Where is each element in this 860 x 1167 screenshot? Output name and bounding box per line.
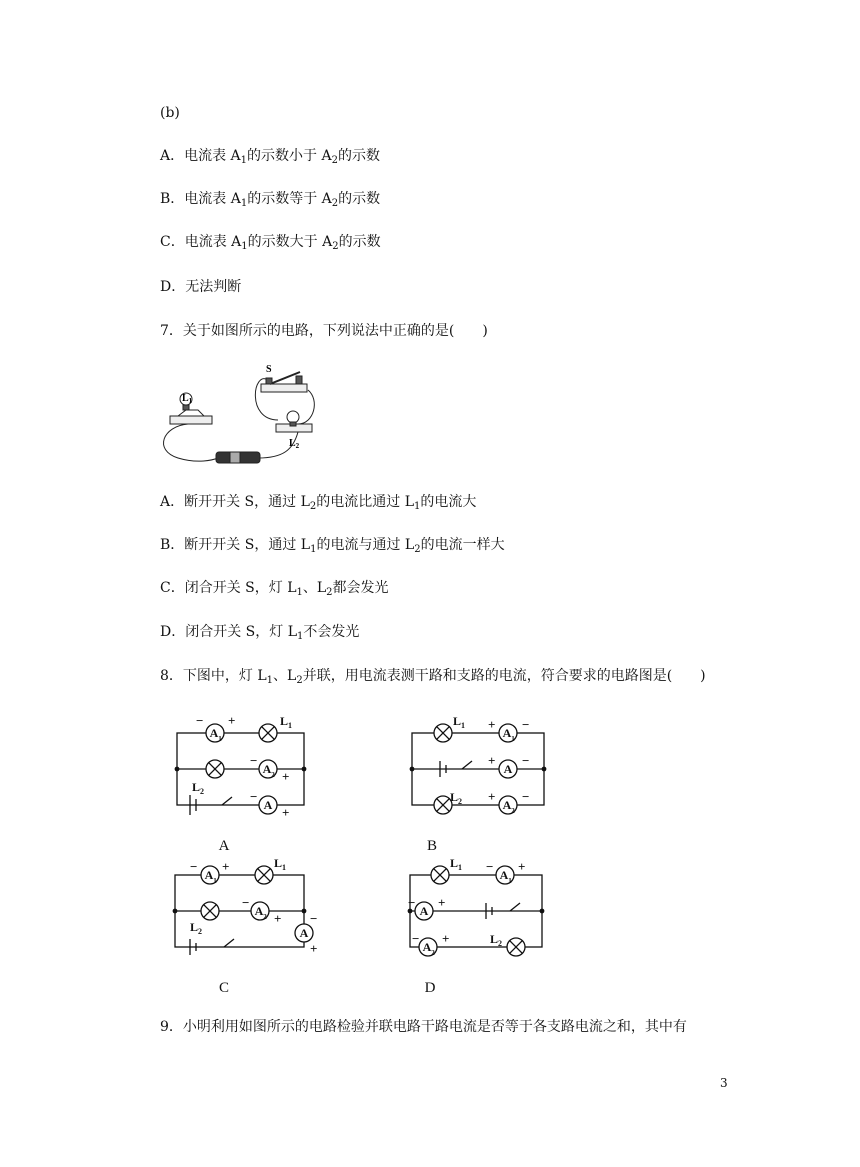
- svg-text:−: −: [250, 789, 258, 804]
- svg-text:L2: $L_2$: [190, 920, 203, 936]
- svg-text:A: A: [503, 762, 513, 776]
- svg-text:2: 2: [271, 771, 275, 779]
- svg-text:+: +: [228, 713, 236, 728]
- svg-text:−: −: [522, 789, 530, 804]
- caption-a: A: [218, 838, 230, 854]
- svg-text:L2: $L_2$: [192, 780, 205, 796]
- q7-option-a: A．断开开关 S，通过 $L_2$的电流比通过 $L_1$的电流大: [160, 494, 477, 512]
- svg-text:A: A: [502, 798, 512, 812]
- svg-text:+: +: [488, 717, 496, 732]
- svg-text:L1: $L_1$: [274, 856, 287, 872]
- svg-text:−: −: [250, 753, 258, 768]
- svg-text:L1: $L_1$: [450, 856, 463, 872]
- svg-text:A: A: [263, 798, 273, 812]
- svg-text:+: +: [442, 931, 450, 946]
- svg-text:−: −: [310, 911, 318, 926]
- svg-text:+: +: [488, 789, 496, 804]
- svg-text:−: −: [522, 753, 530, 768]
- svg-text:A: A: [419, 904, 429, 918]
- caption-d: D: [424, 980, 436, 996]
- svg-text:−: −: [242, 895, 250, 910]
- svg-text:+: +: [438, 895, 446, 910]
- question-8: 8．下图中，灯 $L_1$、$L_2$并联，用电流表测干路和支路的电流，符合要求的电路图是( ): [160, 668, 706, 686]
- question-7: 7．关于如图所示的电路，下列说法中正确的是( ): [160, 323, 488, 339]
- svg-text:+: +: [282, 769, 290, 784]
- svg-text:1: 1: [213, 877, 217, 885]
- svg-text:−: −: [522, 717, 530, 732]
- svg-text:+: +: [518, 859, 526, 874]
- svg-text:A: A: [499, 868, 509, 882]
- svg-text:−: −: [190, 859, 198, 874]
- q7-option-c: C．闭合开关 S，灯 $L_1$、$L_2$都会发光: [160, 580, 389, 598]
- q7-option-d: D．闭合开关 S，灯 $L_1$不会发光: [160, 624, 360, 642]
- svg-text:L1: $L_1$: [453, 714, 466, 730]
- svg-text:A: A: [209, 726, 219, 740]
- svg-text:L1: $L_1$: [280, 714, 293, 730]
- svg-text:1: 1: [508, 877, 512, 885]
- svg-text:2: 2: [263, 913, 267, 921]
- svg-text:2: 2: [511, 807, 515, 815]
- q6-option-c: C．电流表 $A_1$的示数大于 $A_2$的示数: [160, 234, 381, 252]
- q7-lamp1-label: $L_1$: [182, 393, 193, 405]
- svg-text:+: +: [282, 805, 290, 820]
- svg-text:A: A: [204, 868, 214, 882]
- svg-text:L2: $L_2$: [490, 932, 503, 948]
- svg-text:1: 1: [218, 735, 222, 743]
- q7-option-b: B．断开开关 S，通过 $L_1$的电流与通过 $L_2$的电流一样大: [160, 537, 505, 555]
- svg-text:A: A: [502, 726, 512, 740]
- q8-circuit-diagrams: [160, 705, 560, 1000]
- svg-text:2: 2: [431, 949, 435, 957]
- caption-c: C: [218, 980, 230, 996]
- q7-circuit-figure: [158, 360, 318, 470]
- q7-lamp2-label: $L_2$: [289, 438, 300, 450]
- q6-option-b: B．电流表 $A_1$的示数等于 $A_2$的示数: [160, 191, 381, 209]
- page-number: 3: [720, 1076, 728, 1090]
- q6-option-a: A．电流表 $A_1$的示数小于 $A_2$的示数: [160, 148, 380, 166]
- svg-text:+: +: [488, 753, 496, 768]
- svg-text:+: +: [274, 911, 282, 926]
- svg-text:L2: $L_2$: [450, 790, 463, 806]
- question-9: 9．小明利用如图所示的电路检验并联电路干路电流是否等于各支路电流之和，其中有: [160, 1019, 687, 1035]
- svg-text:A: A: [299, 926, 309, 940]
- q6-option-d: D．无法判断: [160, 279, 242, 295]
- svg-text:−: −: [196, 713, 204, 728]
- svg-text:A: A: [254, 904, 264, 918]
- svg-text:+: +: [310, 941, 318, 956]
- svg-text:−: −: [408, 895, 416, 910]
- svg-text:−: −: [486, 859, 494, 874]
- svg-text:+: +: [222, 859, 230, 874]
- svg-text:A: A: [262, 762, 272, 776]
- svg-text:A: A: [422, 940, 432, 954]
- figure-label-b: (b): [160, 105, 180, 121]
- svg-text:1: 1: [511, 735, 515, 743]
- caption-b: B: [426, 838, 438, 854]
- svg-text:−: −: [412, 931, 420, 946]
- q7-switch-label: S: [266, 364, 272, 375]
